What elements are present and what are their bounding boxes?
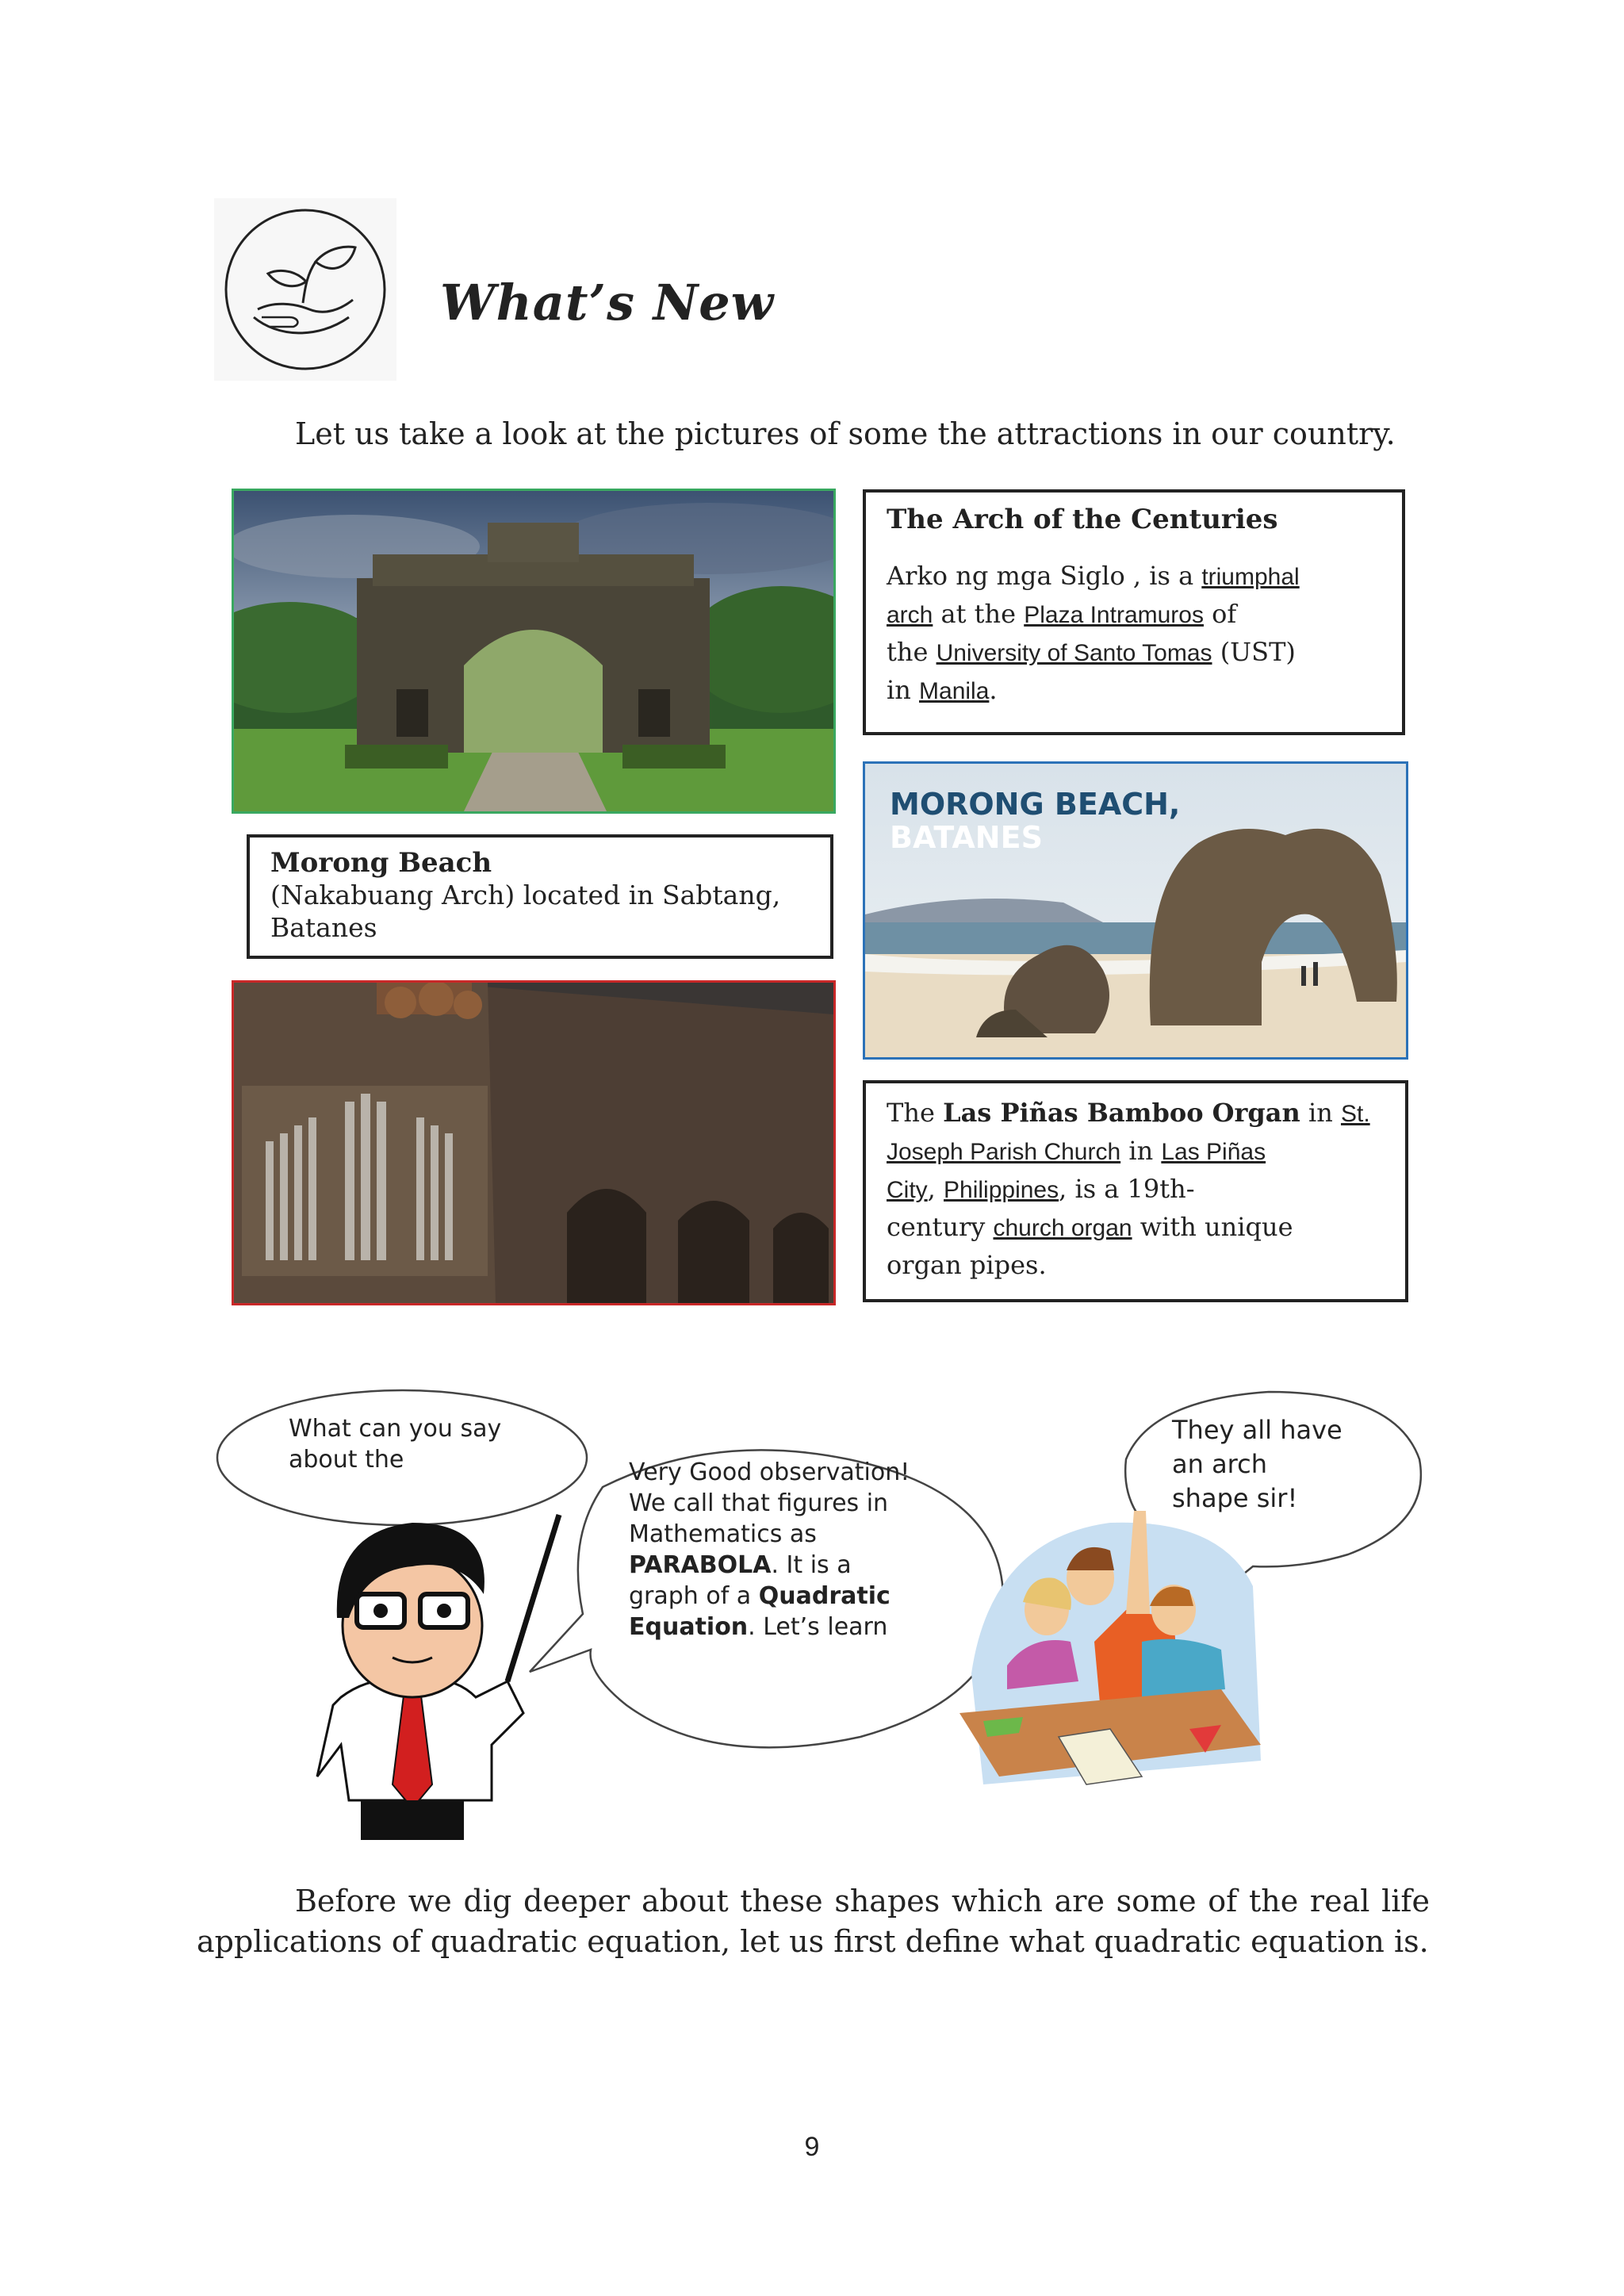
bubble-line: about the bbox=[289, 1446, 404, 1474]
morong-box-line-2: Batanes bbox=[270, 912, 377, 943]
bubble-line: shape sir! bbox=[1172, 1483, 1298, 1513]
las-pinas-link[interactable]: Las Piñas bbox=[1161, 1139, 1266, 1165]
organ-box-line-2 bbox=[887, 1133, 1385, 1171]
closing-text: Before we dig deeper about these shapes which are some of the real life applications of quadratic equation, let us first define what quadratic equation is. bbox=[197, 1884, 1430, 1959]
arch-link[interactable]: arch bbox=[887, 602, 933, 628]
morong-photo-caption-2: BATANES bbox=[890, 820, 1043, 855]
closing-paragraph bbox=[197, 1881, 1430, 1962]
organ-text: in bbox=[1120, 1136, 1162, 1166]
parabola-term: PARABOLA bbox=[629, 1551, 772, 1579]
triumphal-link[interactable]: triumphal bbox=[1201, 564, 1300, 590]
bubble-line: Mathematics as bbox=[629, 1520, 817, 1548]
page-number: 9 bbox=[804, 2132, 820, 2162]
arch-box-line-2 bbox=[887, 596, 1381, 634]
bubble-line bbox=[629, 1581, 1002, 1612]
city-link[interactable]: City bbox=[887, 1177, 928, 1203]
arch-text: . bbox=[989, 675, 998, 705]
bubble-line: They all have bbox=[1172, 1415, 1342, 1445]
morong-description-box bbox=[247, 834, 833, 959]
organ-box-line-3 bbox=[887, 1171, 1385, 1209]
church-organ-link[interactable]: church organ bbox=[993, 1215, 1132, 1241]
students-cartoon bbox=[959, 1511, 1261, 1784]
arch-text: in bbox=[887, 675, 920, 705]
bubble-line: We call that figures in bbox=[629, 1489, 889, 1517]
arch-text: Arko ng mga Siglo , is a bbox=[887, 561, 1202, 591]
arch-text: the bbox=[887, 637, 936, 667]
intro-text: Let us take a look at the pictures of some the attractions in our country. bbox=[295, 416, 1396, 451]
organ-text: The bbox=[887, 1098, 944, 1128]
organ-box-line-1 bbox=[887, 1094, 1385, 1133]
bubble-text-span: . Let’s learn bbox=[748, 1613, 888, 1641]
arch-text: at the bbox=[933, 599, 1025, 629]
organ-name: Las Piñas Bamboo Organ bbox=[943, 1098, 1300, 1128]
bubble-text-span: graph of a bbox=[629, 1582, 759, 1610]
equation-term: Equation bbox=[629, 1613, 749, 1641]
arch-box-line-1 bbox=[887, 558, 1381, 596]
bubble-text-span: . It is a bbox=[771, 1551, 852, 1579]
organ-box-line-4 bbox=[887, 1209, 1385, 1247]
ust-link[interactable]: University of Santo Tomas bbox=[936, 640, 1212, 666]
arch-box-title: The Arch of the Centuries bbox=[887, 504, 1278, 535]
organ-text: with unique bbox=[1132, 1212, 1293, 1242]
organ-box-line-5: organ pipes. bbox=[887, 1250, 1047, 1280]
plaza-intramuros-link[interactable]: Plaza Intramuros bbox=[1024, 602, 1204, 628]
philippines-link[interactable]: Philippines bbox=[944, 1177, 1059, 1203]
arch-text: of bbox=[1203, 599, 1237, 629]
arch-text: (UST) bbox=[1212, 637, 1296, 667]
arch-of-centuries-photo bbox=[232, 489, 836, 814]
section-logo bbox=[214, 198, 396, 381]
joseph-parish-church-link[interactable]: Joseph Parish Church bbox=[887, 1139, 1121, 1165]
morong-box-line-1: (Nakabuang Arch) located in Sabtang, bbox=[270, 880, 781, 910]
student-answer-text bbox=[1172, 1413, 1378, 1516]
organ-description-box bbox=[863, 1080, 1408, 1302]
hand-holding-plant-icon bbox=[214, 198, 396, 381]
st-link[interactable]: St. bbox=[1340, 1101, 1370, 1127]
manila-link[interactable]: Manila bbox=[919, 678, 990, 704]
arch-box-line-3 bbox=[887, 634, 1381, 672]
teacher-cartoon bbox=[317, 1515, 559, 1840]
organ-text: , is a 19th- bbox=[1059, 1174, 1195, 1204]
organ-text: century bbox=[887, 1212, 994, 1242]
bubble-line: Very Good observation! bbox=[629, 1458, 910, 1486]
organ-text: , bbox=[927, 1174, 944, 1204]
section-title: What’s New bbox=[440, 274, 775, 332]
teacher-question-text bbox=[289, 1413, 550, 1475]
teacher-explanation-text bbox=[629, 1457, 1002, 1642]
organ-text: in bbox=[1300, 1098, 1341, 1128]
quadratic-term: Quadratic bbox=[758, 1582, 891, 1610]
bamboo-organ-photo bbox=[232, 980, 836, 1305]
bubble-line bbox=[629, 1550, 1002, 1581]
arch-description-box bbox=[863, 489, 1405, 735]
bubble-line: an arch bbox=[1172, 1449, 1267, 1479]
arch-box-line-4 bbox=[887, 672, 1381, 710]
morong-photo-caption-1: MORONG BEACH, bbox=[890, 787, 1181, 822]
bubble-line bbox=[629, 1612, 1002, 1642]
bubble-line: What can you say bbox=[289, 1415, 502, 1443]
morong-box-title: Morong Beach bbox=[270, 847, 492, 879]
